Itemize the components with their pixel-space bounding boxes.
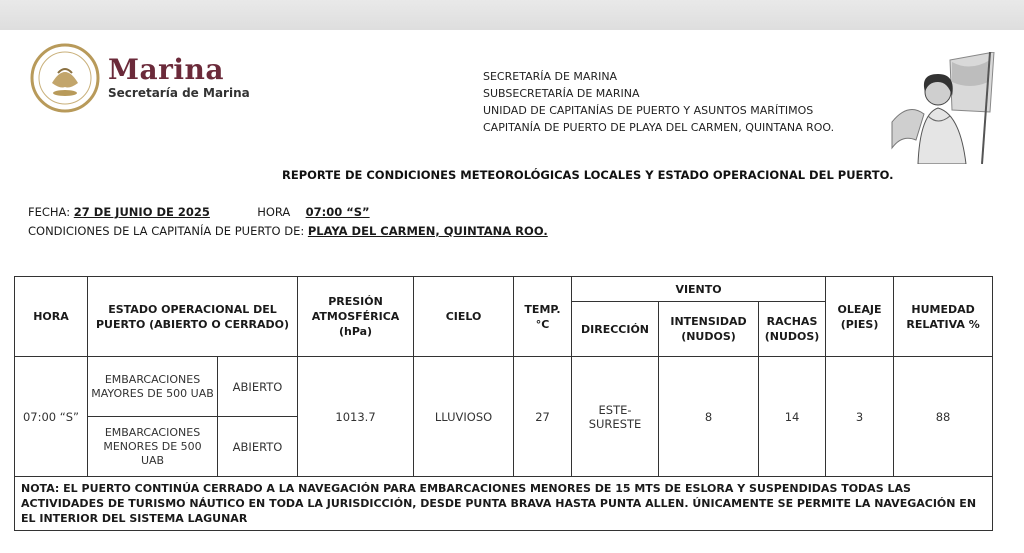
- brand-name: Marina: [108, 53, 225, 86]
- cell-intensidad: 8: [659, 357, 759, 477]
- cell-presion: 1013.7: [298, 357, 414, 477]
- header-temp: TEMP. °C: [514, 277, 572, 357]
- header-line: SUBSECRETARÍA DE MARINA: [483, 87, 640, 100]
- header-presion: PRESIÓN ATMOSFÉRICA (hPa): [298, 277, 414, 357]
- header-hora: HORA: [15, 277, 88, 357]
- cell-direccion: ESTE-SURESTE: [572, 357, 659, 477]
- header-humedad: HUMEDAD RELATIVA %: [894, 277, 993, 357]
- condiciones-value: PLAYA DEL CARMEN, QUINTANA ROO.: [307, 224, 548, 238]
- header-intensidad: INTENSIDAD (NUDOS): [659, 302, 759, 357]
- header-lines: [483, 68, 834, 136]
- header-cielo: CIELO: [414, 277, 514, 357]
- header-viento: VIENTO: [572, 277, 826, 302]
- cell-humedad: 88: [894, 357, 993, 477]
- heroine-flag-illustration-icon: [890, 52, 1000, 164]
- note-cell: NOTA: EL PUERTO CONTINÚA CERRADO A LA NAVEGACIÓN PARA EMBARCACIONES MENORES DE 15 MTS DE ESLORA Y SUSPENDIDAS TODAS LAS ACTIVIDADES DE TURISMO NÁUTICO EN TODA LA JURISDICCIÓN, DESDE PUNTA BRAVA HASTA PUNTA ALLEN. ÚNICAMENTE SE PERMITE LA NAVEGACIÓN EN EL INTERIOR DEL SISTEMA LAGUNAR: [15, 477, 993, 531]
- cell-cielo: LLUVIOSO: [414, 357, 514, 477]
- conditions-table: [14, 276, 993, 531]
- cell-status-major: ABIERTO: [218, 357, 298, 417]
- header-rachas: RACHAS (NUDOS): [759, 302, 826, 357]
- report-title: REPORTE DE CONDICIONES METEOROLÓGICAS LOCALES Y ESTADO OPERACIONAL DEL PUERTO.: [282, 168, 894, 182]
- header-oleaje: OLEAJE (PIES): [826, 277, 894, 357]
- hora-value: 07:00 “S”: [305, 205, 370, 219]
- cell-status-minor: ABIERTO: [218, 417, 298, 477]
- cell-vessel-major: EMBARCACIONES MAYORES DE 500 UAB: [88, 357, 218, 417]
- fecha-value: 27 DE JUNIO DE 2025: [73, 205, 210, 219]
- cell-rachas: 14: [759, 357, 826, 477]
- coat-of-arms-seal-icon: [30, 43, 100, 113]
- cell-vessel-minor: EMBARCACIONES MENORES DE 500 UAB: [88, 417, 218, 477]
- header-line: UNIDAD DE CAPITANÍAS DE PUERTO Y ASUNTOS MARÍTIMOS: [483, 104, 814, 117]
- conditions-line: [28, 224, 548, 238]
- top-band: [0, 0, 1024, 30]
- hora-label: HORA: [257, 205, 291, 219]
- brand-subtitle: Secretaría de Marina: [108, 86, 250, 100]
- condiciones-label: CONDICIONES DE LA CAPITANÍA DE PUERTO DE:: [28, 224, 305, 238]
- fecha-label: FECHA:: [28, 205, 71, 219]
- brand-block: [108, 55, 250, 100]
- header-direccion: DIRECCIÓN: [572, 302, 659, 357]
- cell-oleaje: 3: [826, 357, 894, 477]
- cell-hora: 07:00 “S”: [15, 357, 88, 477]
- cell-temp: 27: [514, 357, 572, 477]
- header-line: CAPITANÍA DE PUERTO DE PLAYA DEL CARMEN, QUINTANA ROO.: [483, 121, 835, 134]
- header-estado: ESTADO OPERACIONAL DEL PUERTO (ABIERTO O CERRADO): [88, 277, 298, 357]
- header-line: SECRETARÍA DE MARINA: [483, 70, 618, 83]
- date-line: [28, 205, 370, 219]
